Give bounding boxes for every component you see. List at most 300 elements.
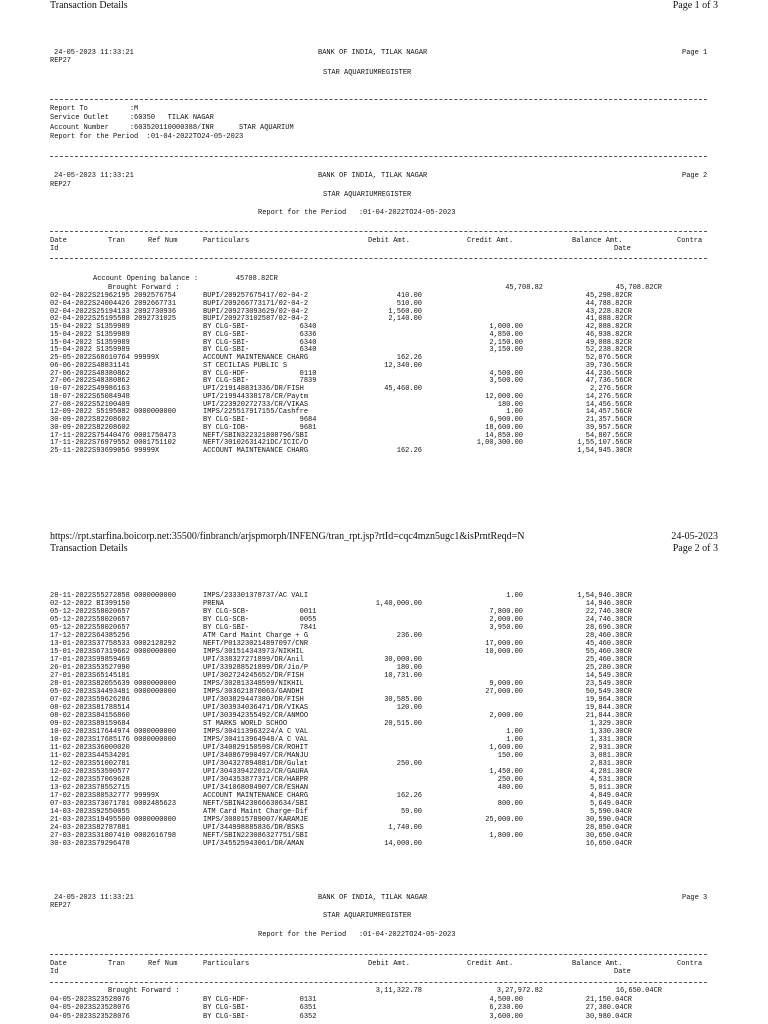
transaction-row — [50, 592, 707, 600]
report-timestamp: 24-05-2023 11:33:21 — [54, 172, 134, 180]
transaction-particulars: IMPS/308015789007/KARAMJE — [203, 816, 309, 824]
transaction-row — [50, 616, 707, 624]
report-page-number: Page 2 — [682, 172, 708, 180]
transaction-particulars: UPI/219944338178/CR/Paytm — [203, 392, 309, 401]
transaction-particulars: UPI/341068084907/CR/ESHAN — [203, 784, 309, 792]
balance-amount: 1,54,946.30CR — [577, 592, 632, 600]
balance-amount: 19,964.30CR — [585, 696, 632, 704]
register-title: STAR AQUARIUMREGISTER — [323, 69, 412, 77]
transaction-particulars: BUPI/209266773171/02-04-2 — [203, 299, 309, 308]
transaction-date-ref: 26-01-2023S53527090 — [50, 664, 130, 672]
debit-amount: 30,585.00 — [384, 696, 422, 704]
transaction-particulars: BY CLG-SBI- 6340 — [203, 338, 317, 347]
balance-amount: 28,850.04CR — [585, 824, 632, 832]
transaction-row — [50, 996, 707, 1004]
report-period: Report for the Period :01-04-2022TO24-05-2023 — [258, 209, 456, 217]
transaction-row — [50, 704, 707, 712]
balance-amount: 28,460.30CR — [585, 632, 632, 640]
transaction-row — [50, 600, 707, 608]
brought-forward-row — [50, 987, 707, 995]
transaction-particulars: IMPS/303621870063/GANDHI — [203, 688, 304, 696]
debit-amount: 10,731.00 — [384, 672, 422, 680]
balance-amount: 39,957.56CR — [585, 423, 632, 432]
col-ref: Ref Num — [148, 960, 178, 968]
balance-amount: 19,844.30CR — [585, 704, 632, 712]
transaction-particulars: UPI/345525943061/DR/AMAN — [203, 840, 304, 848]
balance-amount: 50,549.30CR — [585, 688, 632, 696]
balance-amount: 46,938.82CR — [585, 330, 632, 339]
transaction-particulars: BUPI/209273102587/02-04-2 — [203, 315, 309, 324]
credit-amount: 12,000.00 — [485, 392, 523, 401]
credit-amount: 1,00,300.00 — [476, 439, 523, 448]
transaction-date-ref: 06-06-2022S48831141 — [50, 361, 130, 370]
transaction-particulars: UPI/303829447380/DR/FISH — [203, 696, 304, 704]
credit-amount: 1,450.00 — [489, 768, 523, 776]
credit-amount: 18,600.00 — [485, 423, 523, 432]
credit-amount: 150.00 — [497, 752, 523, 760]
transaction-row — [50, 447, 707, 455]
transaction-particulars: ATM Card Maint Charge-Dif — [203, 808, 309, 816]
balance-amount: 1,54,945.30CR — [577, 447, 632, 455]
transaction-particulars: BY CLG-SBI- 6340 — [203, 346, 317, 355]
transaction-date-ref: 15-04-2022 S1359989 — [50, 323, 130, 331]
transaction-row — [50, 768, 707, 776]
credit-amount: 800.00 — [497, 800, 523, 808]
transaction-date-ref: 04-05-2023S23528076 — [50, 1004, 130, 1013]
credit-amount: 4,500.00 — [489, 996, 523, 1004]
balance-amount: 5,649.04CR — [589, 800, 632, 808]
transaction-date-ref: 04-05-2023S23528076 — [50, 996, 130, 1004]
transaction-row — [50, 640, 707, 648]
balance-amount: 14,549.30CR — [585, 672, 632, 680]
balance-amount: 2,931.30CR — [589, 744, 632, 752]
transaction-date-ref: 05-02-2023S34493481 0000000000 — [50, 688, 177, 696]
transaction-row — [50, 608, 707, 616]
balance-amount: 55,460.30CR — [585, 648, 632, 656]
transaction-row — [50, 808, 707, 816]
transaction-particulars: UPI/304327894881/DR/Gulat — [203, 760, 309, 768]
service-outlet: Service Outlet :60350 TILAK NAGAR — [50, 114, 214, 122]
print-url: https://rpt.starfina.boicorp.net:35500/finbranch/arjspmorph/INFENG/tran_rpt.jsp?rtId=cqc4mzn5ugc1&isPrntReqd=N — [50, 531, 525, 542]
account-number: Account Number :603520110000388/INR STAR AQUARIUM — [50, 124, 294, 132]
transaction-particulars: ATM Card Maint Charge + G — [203, 632, 309, 640]
col-date: Date — [50, 237, 67, 245]
transaction-date-ref: 15-04-2022 S1359989 — [50, 330, 130, 339]
transaction-particulars: UPI/340867990497/CR/MANJU — [203, 752, 309, 760]
transaction-date-ref: 12-02-2023S51002781 — [50, 760, 130, 768]
col-date: Date — [50, 960, 67, 968]
col-ref: Ref Num — [148, 237, 178, 245]
debit-amount: 20,515.00 — [384, 720, 422, 728]
transaction-row — [50, 672, 707, 680]
report-page-number: Page 3 — [682, 894, 708, 902]
transaction-row — [50, 648, 707, 656]
transaction-date-ref: 12-02-2023S57069628 — [50, 776, 130, 784]
print-header-title: Transaction Details — [50, 543, 128, 554]
transaction-particulars: BUPI/209257675417/02-04-2 — [203, 292, 309, 300]
credit-amount: 2,000.00 — [489, 712, 523, 720]
transaction-particulars: NEFT/P013230214897097/CNR — [203, 640, 309, 648]
transaction-date-ref: 02-04-2022S25195588 2092731025 — [50, 315, 177, 324]
transaction-particulars: BY CLG-SBI- 6351 — [203, 1004, 317, 1013]
transaction-row — [50, 736, 707, 744]
transaction-row — [50, 656, 707, 664]
transaction-particulars: ACCOUNT MAINTENANCE CHARG — [203, 447, 309, 455]
transaction-row — [50, 1013, 707, 1021]
transaction-date-ref: 21-03-2023S19495500 0000000000 — [50, 816, 177, 824]
transaction-particulars: PRENA — [203, 600, 225, 608]
col-date2: Date — [614, 968, 631, 976]
transaction-row — [50, 816, 707, 824]
col-id: Id — [50, 245, 59, 253]
col-credit: Credit Amt. — [467, 960, 514, 968]
balance-amount: 45,460.30CR — [585, 640, 632, 648]
transaction-particulars: UPI/304339422012/CR/GAURA — [203, 768, 309, 776]
transaction-date-ref: 02-04-2022S25194133 2092730936 — [50, 307, 177, 316]
balance-amount: 5,011.30CR — [589, 784, 632, 792]
debit-amount: 236.00 — [396, 632, 422, 640]
transaction-date-ref: 27-08-2022S52100409 — [50, 400, 130, 409]
credit-amount: 250.00 — [497, 776, 523, 784]
transaction-date-ref: 13-01-2023S37758533 0002128292 — [50, 640, 177, 648]
credit-amount: 9,000.00 — [489, 680, 523, 688]
transaction-date-ref: 28-11-2022S55272858 0000000000 — [50, 592, 177, 600]
transaction-particulars: UPI/340829150598/CR/ROHIT — [203, 744, 309, 752]
bank-name: BANK OF INDIA, TILAK NAGAR — [318, 894, 428, 902]
transaction-date-ref: 15-04-2022 S1359989 — [50, 338, 130, 347]
transaction-row — [50, 760, 707, 768]
transaction-particulars: UPI/303934036471/DR/VIKAS — [203, 704, 309, 712]
brought-forward-label: Brought Forward : — [108, 987, 180, 995]
credit-amount: 1,000.00 — [489, 323, 523, 331]
balance-amount: 14,946.30CR — [585, 600, 632, 608]
col-particulars: Particulars — [203, 237, 250, 245]
transaction-particulars: NEFT/SBIN322321808796/SBI — [203, 431, 309, 440]
balance-amount: 52,076.56CR — [585, 354, 632, 362]
transaction-date-ref: 07-03-2023S73071701 0002485623 — [50, 800, 177, 808]
transaction-date-ref: 08-02-2023S84156860 — [50, 712, 130, 720]
transaction-particulars: UPI/339288521899/DR/Jio/P — [203, 664, 309, 672]
credit-amount: 3,150.00 — [489, 346, 523, 355]
transaction-particulars: BY CLG-SCB- 0055 — [203, 616, 317, 624]
col-id: Id — [50, 968, 59, 976]
report-code: REP27 — [50, 57, 72, 65]
credit-amount: 2,000.00 — [489, 616, 523, 624]
balance-amount: 41,088.82CR — [585, 315, 632, 324]
transaction-date-ref: 05-12-2022S58020657 — [50, 608, 130, 616]
transaction-particulars: ACCOUNT MAINTENANCE CHARG — [203, 792, 309, 800]
debit-amount: 12,340.00 — [384, 361, 422, 370]
col-tran: Tran — [108, 237, 125, 245]
transaction-row — [50, 840, 707, 848]
bank-name: BANK OF INDIA, TILAK NAGAR — [318, 172, 428, 180]
transaction-date-ref: 27-01-2023S65145181 — [50, 672, 130, 680]
transaction-particulars: BY CLG-IOB- 9681 — [203, 423, 317, 432]
transaction-particulars: BY CLG-SBI- 7841 — [203, 624, 317, 632]
transaction-particulars: ST MARKS WORLD SCHOO — [203, 720, 288, 728]
transaction-particulars: BUPI/209273093629/02-04-2 — [203, 307, 309, 316]
balance-amount: 39,736.56CR — [585, 361, 632, 370]
transaction-particulars: UPI/302724245652/DR/FISH — [203, 672, 304, 680]
transaction-particulars: UPI/303942355492/CR/ANMOO — [203, 712, 309, 720]
transaction-date-ref: 09-02-2023S89159684 — [50, 720, 130, 728]
transaction-particulars: BY CLG-SBI- 6336 — [203, 330, 317, 339]
balance-amount: 3,081.30CR — [589, 752, 632, 760]
balance-amount: 14,456.56CR — [585, 400, 632, 409]
transaction-particulars: BY CLG-HDF- 0131 — [203, 996, 317, 1004]
transaction-particulars: BY CLG-SBI- 6340 — [203, 323, 317, 331]
balance-amount: 24,746.30CR — [585, 616, 632, 624]
balance-amount: 47,736.56CR — [585, 377, 632, 386]
transaction-date-ref: 15-04-2022 S1359989 — [50, 346, 130, 355]
balance-amount: 30,980.04CR — [585, 1012, 632, 1021]
transaction-date-ref: 15-01-2023S67319662 0000000000 — [50, 648, 177, 656]
transaction-particulars: NEFT/30102631421DC/ICIC/D — [203, 439, 309, 448]
transaction-date-ref: 30-09-2022S82208602 — [50, 416, 130, 424]
debit-amount: 120.00 — [396, 704, 422, 712]
balance-amount: 27,380.04CR — [585, 1004, 632, 1013]
divider — [50, 231, 707, 232]
transaction-row — [50, 1004, 707, 1012]
transaction-particulars: IMPS/225517917155/Cashfre — [203, 408, 309, 417]
balance-amount: 21,844.30CR — [585, 712, 632, 720]
transaction-date-ref: 02-04-2022S24004426 2092667731 — [50, 299, 177, 308]
col-particulars: Particulars — [203, 960, 250, 968]
credit-amount: 14,850.00 — [485, 431, 523, 440]
balance-amount: 2,276.56CR — [589, 385, 632, 393]
col-contra: Contra — [677, 960, 703, 968]
balance-amount: 30,650.04CR — [585, 832, 632, 840]
transaction-row — [50, 712, 707, 720]
transaction-date-ref: 18-07-2022S65084948 — [50, 392, 130, 401]
transaction-particulars: UPI/304353877371/CR/HARPR — [203, 776, 309, 784]
credit-amount: 17,000.00 — [485, 640, 523, 648]
print-date: 24-05-2023 — [671, 531, 718, 542]
credit-amount: 1.00 — [506, 728, 523, 736]
transaction-row — [50, 752, 707, 760]
credit-amount: 6,230.00 — [489, 1004, 523, 1013]
opening-balance: Account Opening balance : 45708.82CR — [93, 275, 278, 283]
transaction-date-ref: 27-06-2022S48380862 — [50, 369, 130, 378]
debit-amount: 162.26 — [396, 447, 422, 455]
transaction-date-ref: 10-02-2023S17685176 0000000000 — [50, 736, 177, 744]
col-debit: Debit Amt. — [368, 960, 411, 968]
transaction-date-ref: 02-12-2022 BI399150 — [50, 600, 130, 608]
transaction-date-ref: 17-11-2022S76979552 0001751102 — [50, 439, 177, 448]
credit-amount: 3,950.00 — [489, 624, 523, 632]
transaction-date-ref: 11-02-2023S36000020 — [50, 744, 130, 752]
balance-amount: 45,708.82CR — [615, 284, 662, 292]
credit-amount: 3,27,972.82 — [496, 987, 543, 995]
transaction-particulars: BY CLG-SBI- 7839 — [203, 377, 317, 386]
print-header-title: Transaction Details — [50, 0, 128, 11]
col-contra: Contra — [677, 237, 703, 245]
credit-amount: 1.00 — [506, 592, 523, 600]
balance-amount: 44,236.56CR — [585, 369, 632, 378]
transaction-particulars: BY CLG-SCB- 0011 — [203, 608, 317, 616]
debit-amount: 180.00 — [396, 664, 422, 672]
transaction-row — [50, 624, 707, 632]
report-timestamp: 24-05-2023 11:33:21 — [54, 49, 134, 57]
debit-amount: 3,11,322.78 — [375, 987, 422, 995]
transaction-row — [50, 744, 707, 752]
debit-amount: 14,000.00 — [384, 840, 422, 848]
transaction-particulars: BY CLG-SBI- 6352 — [203, 1012, 317, 1021]
transaction-date-ref: 30-03-2023S79296478 — [50, 840, 130, 848]
divider — [50, 99, 707, 100]
credit-amount: 10,000.00 — [485, 648, 523, 656]
balance-amount: 21,150.04CR — [585, 996, 632, 1004]
balance-amount: 49,088.82CR — [585, 338, 632, 347]
transaction-particulars: UPI/344998885836/DR/BSKS — [203, 824, 304, 832]
col-debit: Debit Amt. — [368, 237, 411, 245]
transaction-date-ref: 17-11-2022S75440476 0001750473 — [50, 431, 177, 440]
transaction-row — [50, 664, 707, 672]
credit-amount: 1,800.00 — [489, 832, 523, 840]
report-to: Report To :M — [50, 105, 139, 113]
divider — [50, 258, 707, 259]
transaction-particulars: ST CECILIAS PUBLIC S — [203, 361, 288, 370]
transaction-date-ref: 10-02-2023S17644974 0000000000 — [50, 728, 177, 736]
transaction-date-ref: 25-11-2022S93699056 99999X — [50, 447, 160, 455]
divider — [50, 982, 707, 983]
balance-amount: 21,357.56CR — [585, 416, 632, 424]
transaction-particulars: NEFT/SBIN423066630634/SBI — [203, 800, 309, 808]
transaction-row — [50, 720, 707, 728]
balance-amount: 4,531.30CR — [589, 776, 632, 784]
report-page-number: Page 1 — [682, 49, 708, 57]
report-code: REP27 — [50, 181, 72, 189]
report-code: REP27 — [50, 902, 72, 910]
transaction-date-ref: 17-02-2023S80532777 99999X — [50, 792, 160, 800]
balance-amount: 23,549.30CR — [585, 680, 632, 688]
transaction-row — [50, 824, 707, 832]
transaction-particulars: IMPS/301514343973/NIKHIL — [203, 648, 304, 656]
transaction-row — [50, 680, 707, 688]
transaction-date-ref: 11-02-2023S44534201 — [50, 752, 130, 760]
transaction-date-ref: 30-09-2022S82208602 — [50, 423, 130, 432]
debit-amount: 1,560.00 — [388, 307, 422, 316]
print-header-page: Page 1 of 3 — [672, 0, 718, 11]
transaction-particulars: IMPS/304113963224/A C VAL — [203, 728, 309, 736]
debit-amount: 1,40,000.00 — [375, 600, 422, 608]
debit-amount: 30,000.00 — [384, 656, 422, 664]
debit-amount: 510.00 — [396, 299, 422, 308]
balance-amount: 1,330.30CR — [589, 728, 632, 736]
print-header-page: Page 2 of 3 — [672, 543, 718, 554]
transaction-date-ref: 13-02-2023S78552715 — [50, 784, 130, 792]
credit-amount: 7,800.00 — [489, 608, 523, 616]
transaction-date-ref: 28-01-2023S82055639 0000000000 — [50, 680, 177, 688]
report-period: Report for the Period :01-04-2022TO24-05-2023 — [258, 931, 456, 939]
transaction-date-ref: 08-02-2023S81788514 — [50, 704, 130, 712]
balance-amount: 4,281.30CR — [589, 768, 632, 776]
register-title: STAR AQUARIUMREGISTER — [323, 191, 412, 199]
credit-amount: 1,600.00 — [489, 744, 523, 752]
transaction-date-ref: 12-09-2022 S5195082 0000000000 — [50, 408, 177, 417]
register-title: STAR AQUARIUMREGISTER — [323, 912, 412, 920]
balance-amount: 25,460.30CR — [585, 656, 632, 664]
balance-amount: 14,276.56CR — [585, 392, 632, 401]
balance-amount: 25,280.30CR — [585, 664, 632, 672]
balance-amount: 2,831.30CR — [589, 760, 632, 768]
transaction-particulars: BY CLG-HDF- 0110 — [203, 369, 317, 378]
balance-amount: 1,55,107.56CR — [577, 439, 632, 448]
debit-amount: 1,740.00 — [388, 824, 422, 832]
balance-amount: 16,650.04CR — [585, 840, 632, 848]
debit-amount: 162.26 — [396, 792, 422, 800]
balance-amount: 16,650.04CR — [615, 987, 662, 995]
credit-amount: 1.00 — [506, 736, 523, 744]
balance-amount: 54,807.56CR — [585, 431, 632, 440]
col-date2: Date — [614, 245, 631, 253]
transaction-particulars: IMPS/302813348599/NIKHIL — [203, 680, 304, 688]
balance-amount: 1,331.30CR — [589, 736, 632, 744]
transaction-row — [50, 728, 707, 736]
credit-amount: 180.00 — [497, 400, 523, 409]
col-credit: Credit Amt. — [467, 237, 514, 245]
transaction-particulars: UPI/338327271899/DR/Anil — [203, 656, 304, 664]
transaction-particulars: UPI/223920272733/CR/VIKAS — [203, 400, 309, 409]
transaction-date-ref: 14-03-2023S92550055 — [50, 808, 130, 816]
transaction-particulars: NEFT/SBIN223086327751/SBI — [203, 832, 309, 840]
balance-amount: 42,088.82CR — [585, 323, 632, 331]
credit-amount: 27,000.00 — [485, 688, 523, 696]
credit-amount: 4,500.00 — [489, 369, 523, 378]
credit-amount: 1.00 — [506, 408, 523, 417]
brought-forward-row — [50, 284, 707, 292]
divider — [50, 156, 707, 157]
balance-amount: 30,590.04CR — [585, 816, 632, 824]
transaction-date-ref: 12-02-2023S53590577 — [50, 768, 130, 776]
transaction-particulars: IMPS/233301378737/AC VALI — [203, 592, 309, 600]
balance-amount: 28,696.30CR — [585, 624, 632, 632]
transaction-date-ref: 25-05-2022S68610764 99999X — [50, 354, 160, 362]
credit-amount: 25,000.00 — [485, 816, 523, 824]
balance-amount: 4,849.04CR — [589, 792, 632, 800]
credit-amount: 3,500.00 — [489, 377, 523, 386]
transaction-row — [50, 688, 707, 696]
divider — [50, 954, 707, 955]
credit-amount: 4,850.00 — [489, 330, 523, 339]
transaction-row — [50, 800, 707, 808]
transaction-row — [50, 696, 707, 704]
credit-amount: 6,900.00 — [489, 416, 523, 424]
transaction-date-ref: 27-06-2022S48380862 — [50, 377, 130, 386]
transaction-row — [50, 832, 707, 840]
balance-amount: 1,329.30CR — [589, 720, 632, 728]
transaction-date-ref: 02-04-2022S21962195 2092576754 — [50, 292, 177, 300]
balance-amount: 5,590.04CR — [589, 808, 632, 816]
transaction-date-ref: 05-12-2022S58020657 — [50, 624, 130, 632]
transaction-row — [50, 792, 707, 800]
balance-amount: 52,238.82CR — [585, 346, 632, 355]
credit-amount: 3,600.00 — [489, 1012, 523, 1021]
transaction-date-ref: 07-02-2023S59626286 — [50, 696, 130, 704]
transaction-date-ref: 17-01-2023S99859469 — [50, 656, 130, 664]
transaction-particulars: BY CLG-SBI- 9684 — [203, 416, 317, 424]
transaction-particulars: IMPS/304113964948/A C VAL — [203, 736, 309, 744]
col-tran: Tran — [108, 960, 125, 968]
balance-amount: 43,228.82CR — [585, 307, 632, 316]
brought-forward-label: Brought Forward : — [108, 284, 180, 292]
debit-amount: 250.00 — [396, 760, 422, 768]
transaction-date-ref: 27-03-2023S31807410 0002616798 — [50, 832, 177, 840]
report-period: Report for the Period :01-04-2022TO24-05-2023 — [50, 133, 244, 141]
balance-amount: 22,746.30CR — [585, 608, 632, 616]
debit-amount: 59.00 — [400, 808, 422, 816]
credit-amount: 45,708.82 — [505, 284, 543, 292]
